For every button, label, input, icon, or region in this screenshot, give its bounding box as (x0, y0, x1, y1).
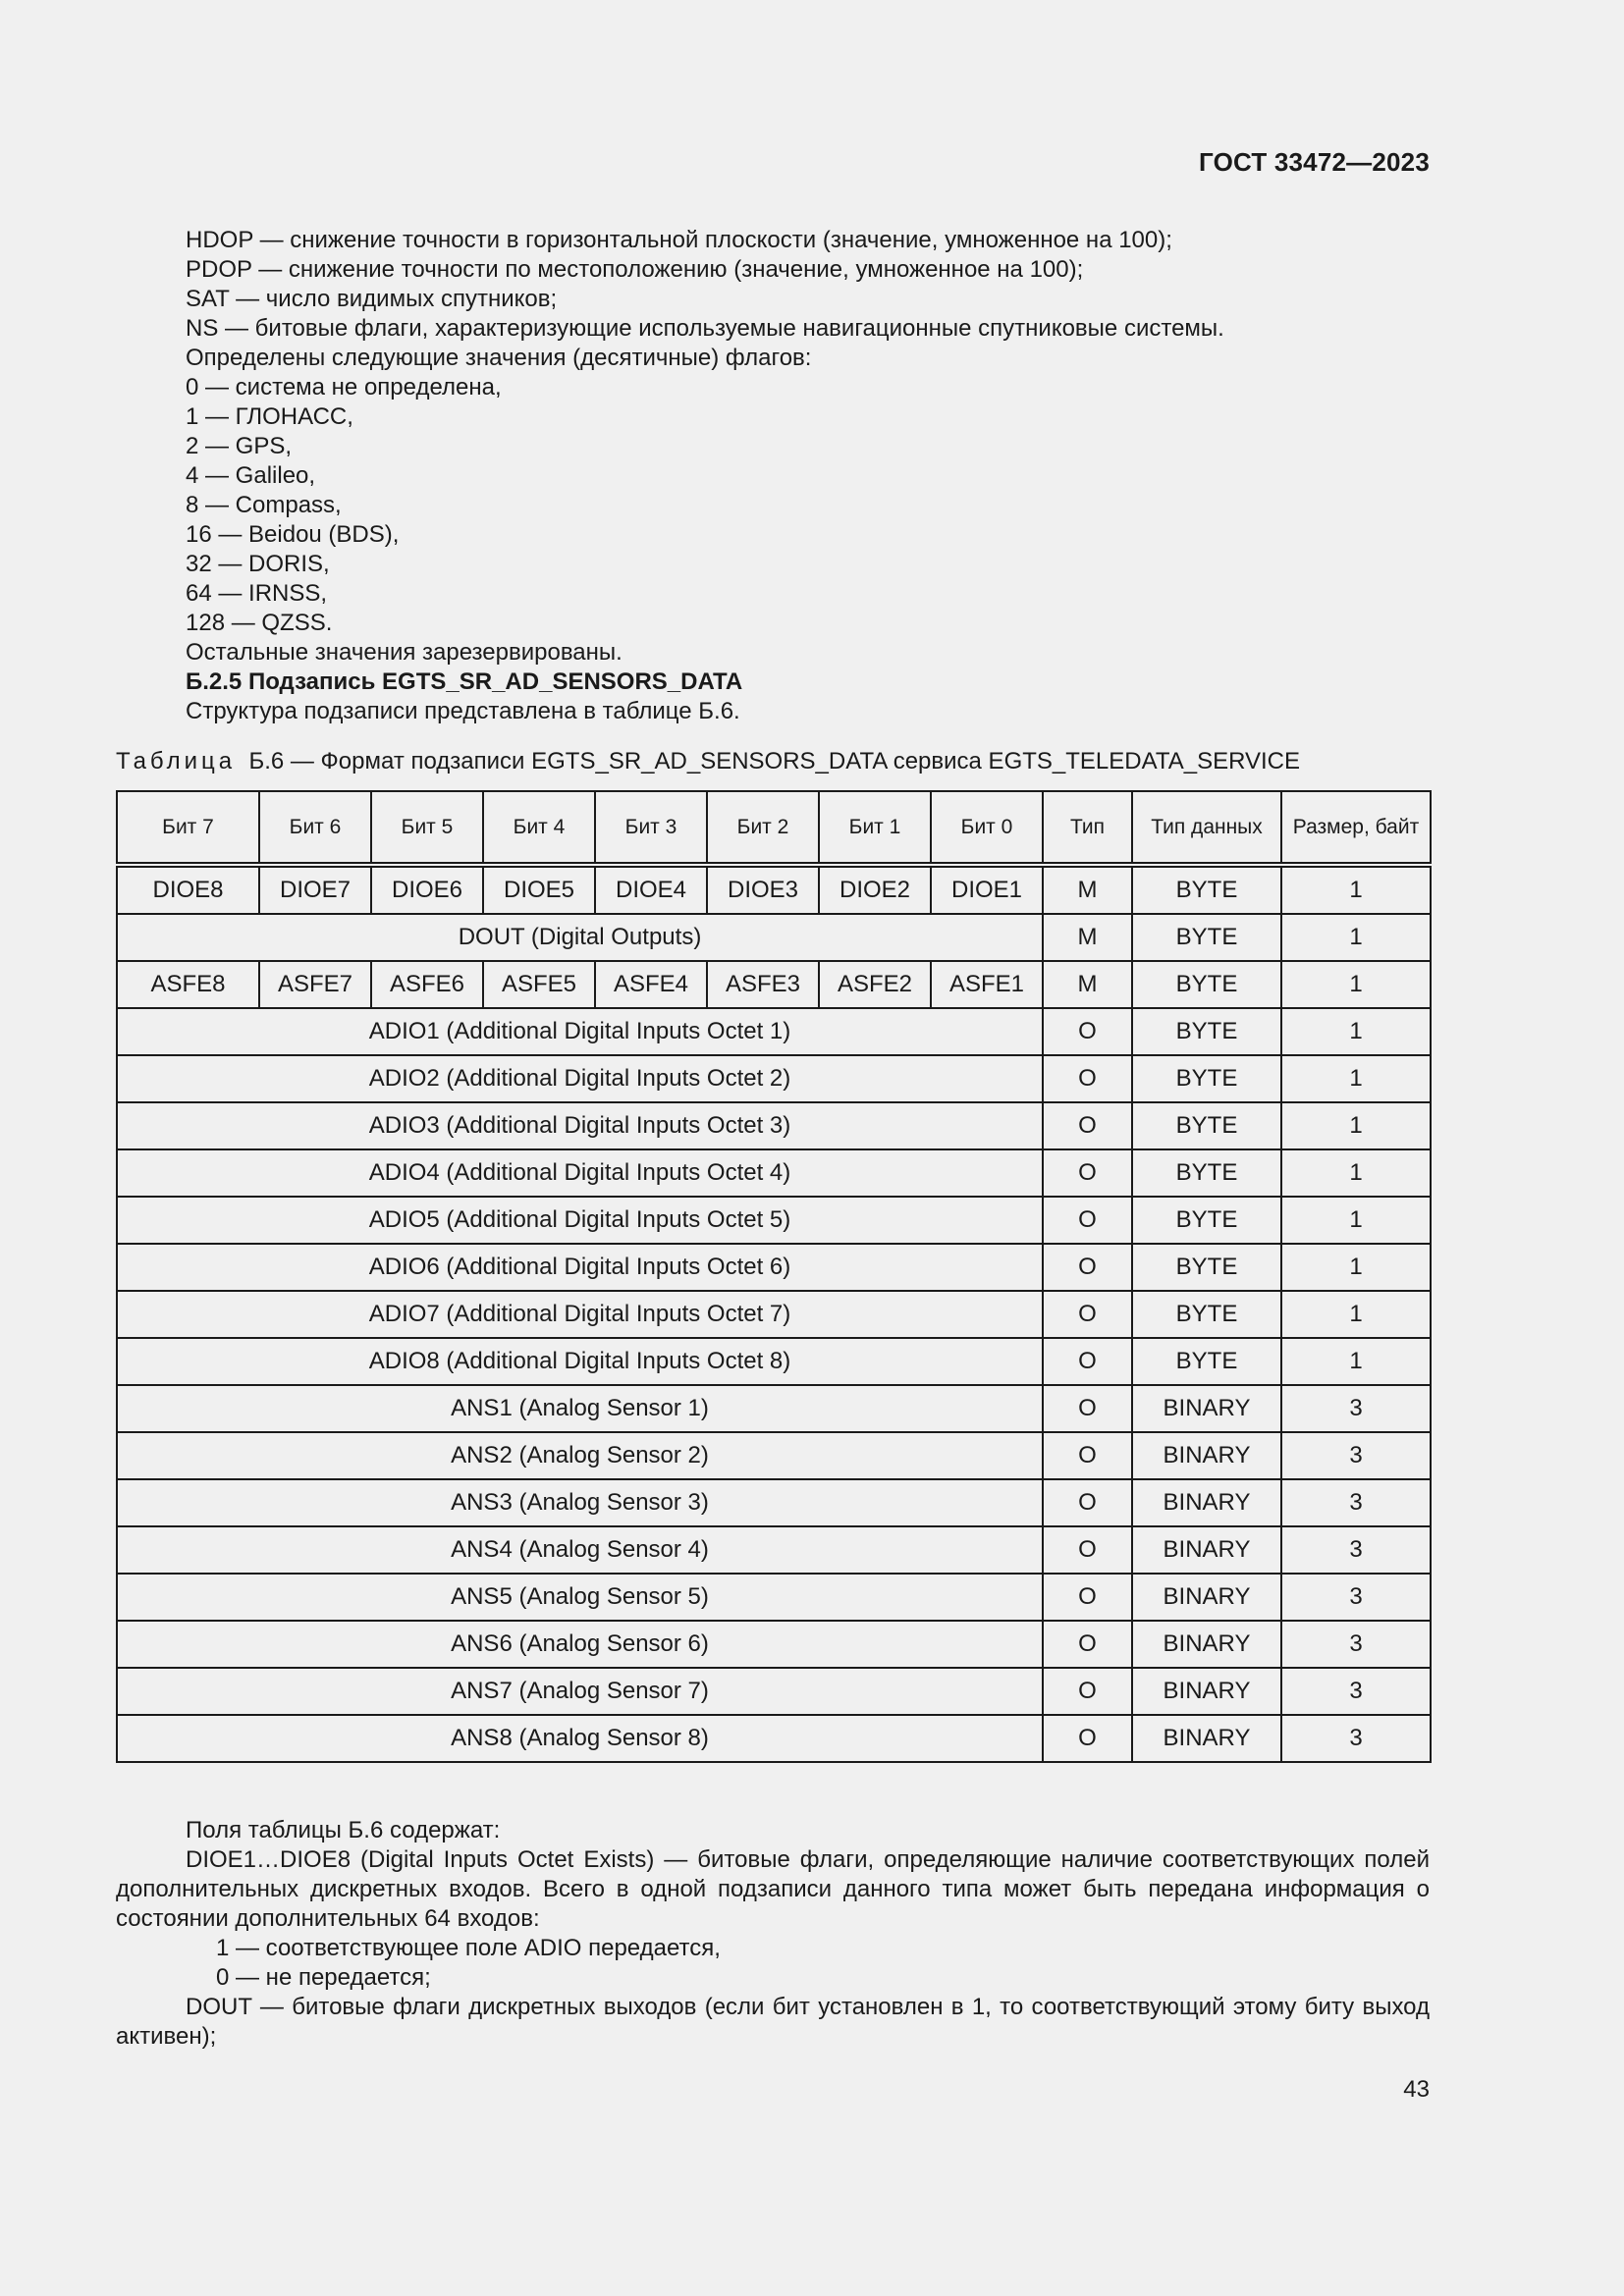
paragraph: DOUT — битовые флаги дискретных выходов (если бит установлен в 1, то соответствующий этому биту выход активен); (116, 1994, 1430, 2050)
table-caption-text: Б.6 — Формат подзаписи EGTS_SR_AD_SENSORS_DATA сервиса EGTS_TELEDATA_SERVICE (248, 748, 1300, 774)
data-type-cell: BINARY (1132, 1668, 1281, 1715)
intro-line: PDOP — снижение точности по местоположению (значение, умноженное на 100); (186, 256, 1084, 283)
table-header-row (117, 791, 1431, 865)
type-cell: O (1043, 1102, 1132, 1149)
table-row (117, 1479, 1431, 1526)
bit-cell: DIOE4 (595, 865, 707, 914)
field-cell: ADIO4 (Additional Digital Inputs Octet 4) (117, 1149, 1043, 1197)
column-header: Бит 5 (371, 791, 483, 865)
size-cell: 3 (1281, 1715, 1431, 1762)
paragraph: 0 — не передается; (216, 1964, 431, 1991)
column-header: Размер, байт (1281, 791, 1431, 865)
data-type-cell: BINARY (1132, 1432, 1281, 1479)
intro-line: 128 — QZSS. (186, 610, 333, 636)
data-type-cell: BYTE (1132, 1055, 1281, 1102)
table-row (117, 1526, 1431, 1574)
size-cell: 1 (1281, 1102, 1431, 1149)
table-caption (116, 748, 1300, 775)
size-cell: 3 (1281, 1432, 1431, 1479)
intro-line: 32 — DORIS, (186, 551, 330, 577)
bit-cell: ASFE5 (483, 961, 595, 1008)
field-cell: ANS7 (Analog Sensor 7) (117, 1668, 1043, 1715)
field-cell: ADIO8 (Additional Digital Inputs Octet 8) (117, 1338, 1043, 1385)
paragraph: DIOE1…DIOE8 (Digital Inputs Octet Exists) — битовые флаги, определяющие наличие соответствующих полей дополнительных дискретных входов. Всего в одной подзаписи данного типа может быть передана информация о состоянии дополнительных 64 входов: (116, 1846, 1430, 1932)
bit-cell: DIOE2 (819, 865, 931, 914)
type-cell: O (1043, 1149, 1132, 1197)
table-row (117, 1055, 1431, 1102)
field-cell: ADIO3 (Additional Digital Inputs Octet 3) (117, 1102, 1043, 1149)
data-type-cell: BINARY (1132, 1479, 1281, 1526)
size-cell: 1 (1281, 1055, 1431, 1102)
data-type-cell: BINARY (1132, 1621, 1281, 1668)
intro-line: 8 — Compass, (186, 492, 342, 518)
data-type-cell: BYTE (1132, 1244, 1281, 1291)
paragraph: 1 — соответствующее поле ADIO передается, (216, 1935, 721, 1961)
intro-line: NS — битовые флаги, характеризующие используемые навигационные спутниковые системы. (186, 315, 1224, 342)
type-cell: O (1043, 1244, 1132, 1291)
type-cell: O (1043, 1479, 1132, 1526)
section-heading: Б.2.5 Подзапись EGTS_SR_AD_SENSORS_DATA (186, 668, 743, 695)
size-cell: 3 (1281, 1621, 1431, 1668)
data-type-cell: BINARY (1132, 1526, 1281, 1574)
column-header: Бит 3 (595, 791, 707, 865)
type-cell: O (1043, 1291, 1132, 1338)
document-header: ГОСТ 33472—2023 (1199, 147, 1430, 177)
table-row (117, 1385, 1431, 1432)
bit-cell: ASFE7 (259, 961, 371, 1008)
table-row (117, 1574, 1431, 1621)
data-type-cell: BYTE (1132, 1338, 1281, 1385)
column-header: Тип (1043, 791, 1132, 865)
bit-cell: DIOE6 (371, 865, 483, 914)
data-table (116, 790, 1432, 1763)
data-type-cell: BINARY (1132, 1574, 1281, 1621)
column-header: Бит 1 (819, 791, 931, 865)
size-cell: 3 (1281, 1574, 1431, 1621)
size-cell: 1 (1281, 1008, 1431, 1055)
type-cell: M (1043, 961, 1132, 1008)
bit-cell: ASFE1 (931, 961, 1043, 1008)
bit-cell: DIOE1 (931, 865, 1043, 914)
size-cell: 1 (1281, 1244, 1431, 1291)
bit-cell: ASFE4 (595, 961, 707, 1008)
paragraph: Поля таблицы Б.6 содержат: (186, 1817, 501, 1843)
table-row (117, 1291, 1431, 1338)
size-cell: 1 (1281, 1291, 1431, 1338)
intro-line: 1 — ГЛОНАСС, (186, 403, 353, 430)
bit-cell: ASFE2 (819, 961, 931, 1008)
bit-cell: DIOE7 (259, 865, 371, 914)
table-row (117, 1149, 1431, 1197)
type-cell: O (1043, 1715, 1132, 1762)
data-type-cell: BYTE (1132, 961, 1281, 1008)
intro-line: SAT — число видимых спутников; (186, 286, 558, 312)
intro-line: Остальные значения зарезервированы. (186, 639, 623, 666)
data-type-cell: BYTE (1132, 914, 1281, 961)
type-cell: O (1043, 1008, 1132, 1055)
size-cell: 1 (1281, 865, 1431, 914)
column-header: Бит 7 (117, 791, 259, 865)
column-header: Бит 4 (483, 791, 595, 865)
size-cell: 1 (1281, 1197, 1431, 1244)
table-row (117, 1715, 1431, 1762)
bit-cell: ASFE6 (371, 961, 483, 1008)
type-cell: O (1043, 1574, 1132, 1621)
intro-line: Определены следующие значения (десятичные) флагов: (186, 345, 812, 371)
field-cell: ADIO2 (Additional Digital Inputs Octet 2) (117, 1055, 1043, 1102)
column-header: Бит 6 (259, 791, 371, 865)
column-header: Бит 2 (707, 791, 819, 865)
field-cell: ANS6 (Analog Sensor 6) (117, 1621, 1043, 1668)
size-cell: 3 (1281, 1479, 1431, 1526)
type-cell: O (1043, 1197, 1132, 1244)
type-cell: O (1043, 1338, 1132, 1385)
bit-cell: ASFE3 (707, 961, 819, 1008)
size-cell: 3 (1281, 1668, 1431, 1715)
intro-line: 4 — Galileo, (186, 462, 316, 489)
size-cell: 3 (1281, 1385, 1431, 1432)
size-cell: 3 (1281, 1526, 1431, 1574)
data-type-cell: BYTE (1132, 865, 1281, 914)
column-header: Тип данных (1132, 791, 1281, 865)
data-type-cell: BYTE (1132, 1197, 1281, 1244)
field-cell: ADIO5 (Additional Digital Inputs Octet 5) (117, 1197, 1043, 1244)
field-cell: ANS1 (Analog Sensor 1) (117, 1385, 1043, 1432)
field-cell: ADIO6 (Additional Digital Inputs Octet 6) (117, 1244, 1043, 1291)
after-text (116, 1816, 1430, 2052)
field-cell: ANS5 (Analog Sensor 5) (117, 1574, 1043, 1621)
table-row (117, 914, 1431, 961)
table-row (117, 1338, 1431, 1385)
type-cell: M (1043, 914, 1132, 961)
intro-line: 64 — IRNSS, (186, 580, 328, 607)
type-cell: O (1043, 1385, 1132, 1432)
size-cell: 1 (1281, 914, 1431, 961)
data-type-cell: BYTE (1132, 1149, 1281, 1197)
size-cell: 1 (1281, 961, 1431, 1008)
table-row (117, 961, 1431, 1008)
bit-cell: DIOE3 (707, 865, 819, 914)
bit-cell: DIOE8 (117, 865, 259, 914)
size-cell: 1 (1281, 1338, 1431, 1385)
type-cell: O (1043, 1055, 1132, 1102)
column-header: Бит 0 (931, 791, 1043, 865)
table-row (117, 865, 1431, 914)
table-row (117, 1668, 1431, 1715)
table-row (117, 1432, 1431, 1479)
field-cell: ANS3 (Analog Sensor 3) (117, 1479, 1043, 1526)
type-cell: O (1043, 1621, 1132, 1668)
data-type-cell: BINARY (1132, 1385, 1281, 1432)
table-row (117, 1621, 1431, 1668)
intro-text (186, 226, 1433, 726)
page-number: 43 (1403, 2076, 1430, 2103)
intro-line: 16 — Beidou (BDS), (186, 521, 400, 548)
table-row (117, 1008, 1431, 1055)
table-row (117, 1197, 1431, 1244)
intro-line: HDOP — снижение точности в горизонтальной плоскости (значение, умноженное на 100); (186, 227, 1172, 253)
data-type-cell: BINARY (1132, 1715, 1281, 1762)
table-body (117, 865, 1431, 1762)
field-cell: ANS2 (Analog Sensor 2) (117, 1432, 1043, 1479)
field-cell: ADIO7 (Additional Digital Inputs Octet 7) (117, 1291, 1043, 1338)
type-cell: O (1043, 1432, 1132, 1479)
table-row (117, 1244, 1431, 1291)
data-type-cell: BYTE (1132, 1102, 1281, 1149)
data-type-cell: BYTE (1132, 1008, 1281, 1055)
type-cell: O (1043, 1668, 1132, 1715)
bit-cell: ASFE8 (117, 961, 259, 1008)
type-cell: M (1043, 865, 1132, 914)
field-cell: ADIO1 (Additional Digital Inputs Octet 1) (117, 1008, 1043, 1055)
field-cell: DOUT (Digital Outputs) (117, 914, 1043, 961)
type-cell: O (1043, 1526, 1132, 1574)
field-cell: ANS8 (Analog Sensor 8) (117, 1715, 1043, 1762)
table-caption-label: Таблица (116, 748, 237, 774)
intro-line: 0 — система не определена, (186, 374, 502, 400)
size-cell: 1 (1281, 1149, 1431, 1197)
intro-line: 2 — GPS, (186, 433, 293, 459)
table-row (117, 1102, 1431, 1149)
bit-cell: DIOE5 (483, 865, 595, 914)
data-type-cell: BYTE (1132, 1291, 1281, 1338)
section-text: Структура подзаписи представлена в таблице Б.6. (186, 698, 740, 724)
field-cell: ANS4 (Analog Sensor 4) (117, 1526, 1043, 1574)
